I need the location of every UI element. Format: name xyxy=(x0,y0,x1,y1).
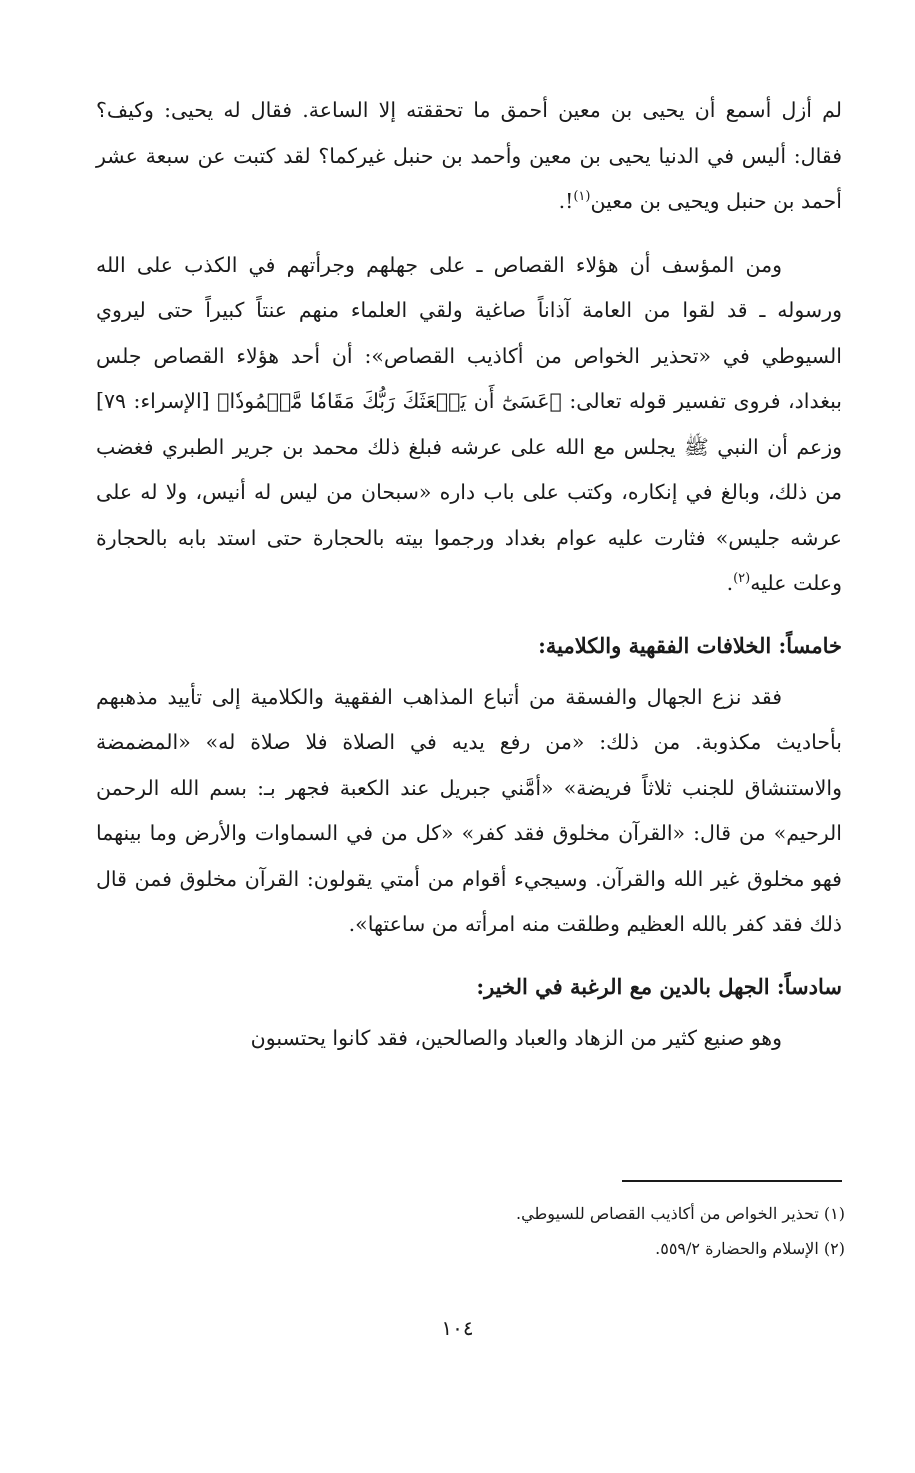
paragraph-1 xyxy=(96,88,842,225)
section-6-text: وهو صنيع كثير من الزهاد والعباد والصالحين، فقد كانوا يحتسبون xyxy=(250,1025,782,1050)
paragraph-2 xyxy=(96,243,842,607)
section-5-heading: خامساً: الخلافات الفقهية والكلامية: xyxy=(538,632,842,658)
footnote-ref-2: (٢) xyxy=(733,571,751,587)
footnote-2: (٢) الإسلام والحضارة ٥٥٩/٢. xyxy=(655,1239,845,1258)
paragraph-2-text: ومن المؤسف أن هؤلاء القصاص ـ على جهلهم وجرأتهم في الكذب على الله ورسوله ـ قد لقوا من العامة آذاناً صاغية ولقي العلماء منهم عنتاً كبيراً حتى ليروي السيوطي في «تحذير الخواص من أكاذيب القصاص»: أن أحد هؤلاء القصاص جلس ببغداد، فروى تفسير قوله تعالى: ﴿عَسَىٰٓ أَن يَبۡعَثَكَ رَبُّكَ مَقَامٗا مَّحۡمُودٗا﴾ [الإسراء: ٧٩] وزعم أن النبي ﷺ يجلس مع الله على عرشه فبلغ ذلك محمد بن جرير الطبري فغضب من ذلك، وبالغ في إنكاره، وكتب على باب داره «سبحان من ليس له أنيس، ولا له على عرشه جليس» فثارت عليه عوام بغداد ورجموا بيته بالحجارة حتى استد بابه بالحجارة وعلت عليه xyxy=(96,252,842,595)
footnote-ref-1: (١) xyxy=(573,189,591,205)
footnote-1: (١) تحذير الخواص من أكاذيب القصاص للسيوطي. xyxy=(516,1204,845,1223)
paragraph-1-text: لم أزل أسمع أن يحيى بن معين أحمق ما تحققته إلا الساعة. فقال له يحيى: وكيف؟ فقال: أليس في الدنيا يحيى بن معين وأحمد بن حنبل غيركما؟ لقد كتبت عن سبعة عشر أحمد بن حنبل ويحيى بن معين xyxy=(96,98,842,213)
footnote-divider xyxy=(622,1180,842,1182)
page-body xyxy=(96,88,842,1079)
page-number: ١٠٤ xyxy=(441,1316,474,1340)
paragraph-1-tail: !. xyxy=(558,189,574,213)
footnotes xyxy=(99,1196,845,1266)
section-6-heading: سادساً: الجهل بالدين مع الرغبة في الخير: xyxy=(476,973,842,999)
section-5-text: فقد نزع الجهال والفسقة من أتباع المذاهب الفقهية والكلامية إلى تأييد مذهبهم بأحاديث مكذوبة. من ذلك: «من رفع يديه في الصلاة فلا صلاة له» «المضمضة والاستنشاق للجنب ثلاثاً فريضة» «أمَّني جبريل عند الكعبة فجهر بـ: بسم الله الرحمن الرحيم» من قال: «القرآن مخلوق فقد كفر» «كل من في السماوات والأرض وما بينهما فهو مخلوق غير الله والقرآن. وسيجيء أقوام من أمتي يقولون: القرآن مخلوق فمن قال ذلك فقد كفر بالله العظيم وطلقت منه امرأته من ساعتها». xyxy=(96,684,842,936)
paragraph-2-tail: . xyxy=(726,571,734,595)
